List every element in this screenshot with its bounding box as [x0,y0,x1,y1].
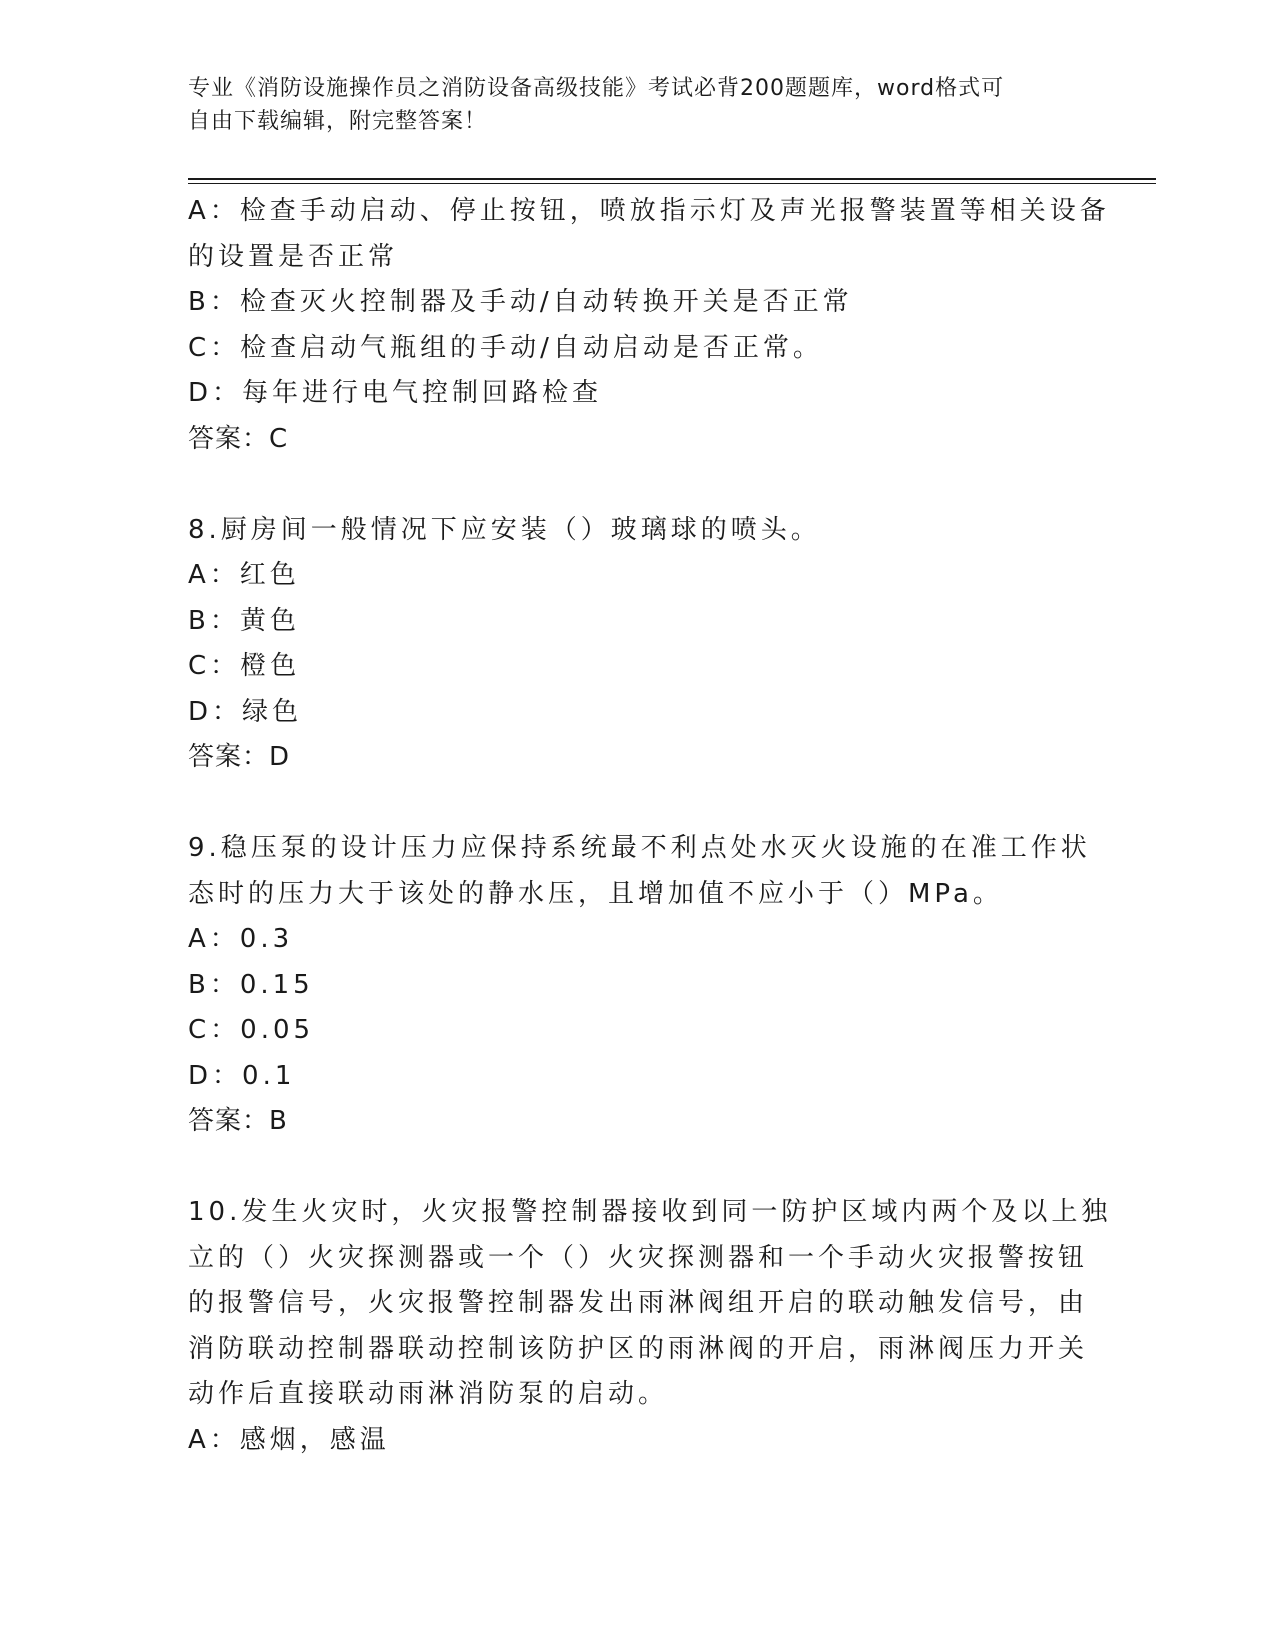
previous-question [188,189,1110,462]
question-stem-line-3: 的报警信号，火灾报警控制器发出雨淋阀组开启的联动触发信号，由 [188,1288,1089,1318]
option-b: B：黄色 [188,605,300,636]
answer-label: 答案：D [188,742,291,772]
spacer [188,462,1088,508]
question-9 [188,826,1091,1145]
answer-label: 答案：C [188,423,289,454]
option-a: A：感烟，感温 [188,1424,390,1455]
option-a-line-2: 的设置是否正常 [188,241,399,272]
question-stem-line-1: 10.发生火灾时，火灾报警控制器接收到同一防护区域内两个及以上独 [188,1197,1112,1227]
question-stem-line-5: 动作后直接联动雨淋消防泵的启动。 [188,1379,669,1409]
header-line-2: 自由下载编辑，附完整答案！ [188,109,488,134]
question-stem-line-4: 消防联动控制器联动控制该防护区的雨淋阀的开启，雨淋阀压力开关 [188,1333,1089,1364]
option-d: D：绿色 [188,696,303,727]
option-b: B：检查灭火控制器及手动/自动转换开关是否正常 [188,287,853,317]
question-10 [188,1190,1112,1463]
option-c: C：0.05 [188,1015,315,1045]
option-b: B：0.15 [188,969,314,1000]
option-a-line-1: A：检查手动启动、停止按钮，喷放指示灯及声光报警装置等相关设备 [188,196,1110,226]
option-a: A：红色 [188,560,300,590]
question-stem-line-2: 立的（）火灾探测器或一个（）火灾探测器和一个手动火灾报警按钮 [188,1242,1089,1273]
question-stem-line-1: 9.稳压泵的设计压力应保持系统最不利点处水灭火设施的在准工作状 [188,833,1091,863]
question-stem-line-2: 态时的压力大于该处的静水压，且增加值不应小于（）MPa。 [188,878,1003,909]
document-header [188,72,1088,138]
header-rule-thin [188,183,1156,184]
option-d: D：0.1 [188,1060,296,1091]
answer-label: 答案：B [188,1106,288,1136]
option-c: C：橙色 [188,651,301,681]
question-content [188,189,1112,1463]
spacer [188,1145,1088,1191]
header-rule-thick [188,178,1156,180]
question-stem: 8.厨房间一般情况下应安装（）玻璃球的喷头。 [188,514,821,545]
spacer [188,781,1088,827]
option-d: D：每年进行电气控制回路检查 [188,378,603,408]
option-a: A：0.3 [188,924,294,954]
question-8 [188,508,1088,781]
header-line-1: 专业《消防设施操作员之消防设备高级技能》考试必背200题题库，word格式可 [188,76,1005,101]
option-c: C：检查启动气瓶组的手动/自动启动是否正常。 [188,332,823,363]
